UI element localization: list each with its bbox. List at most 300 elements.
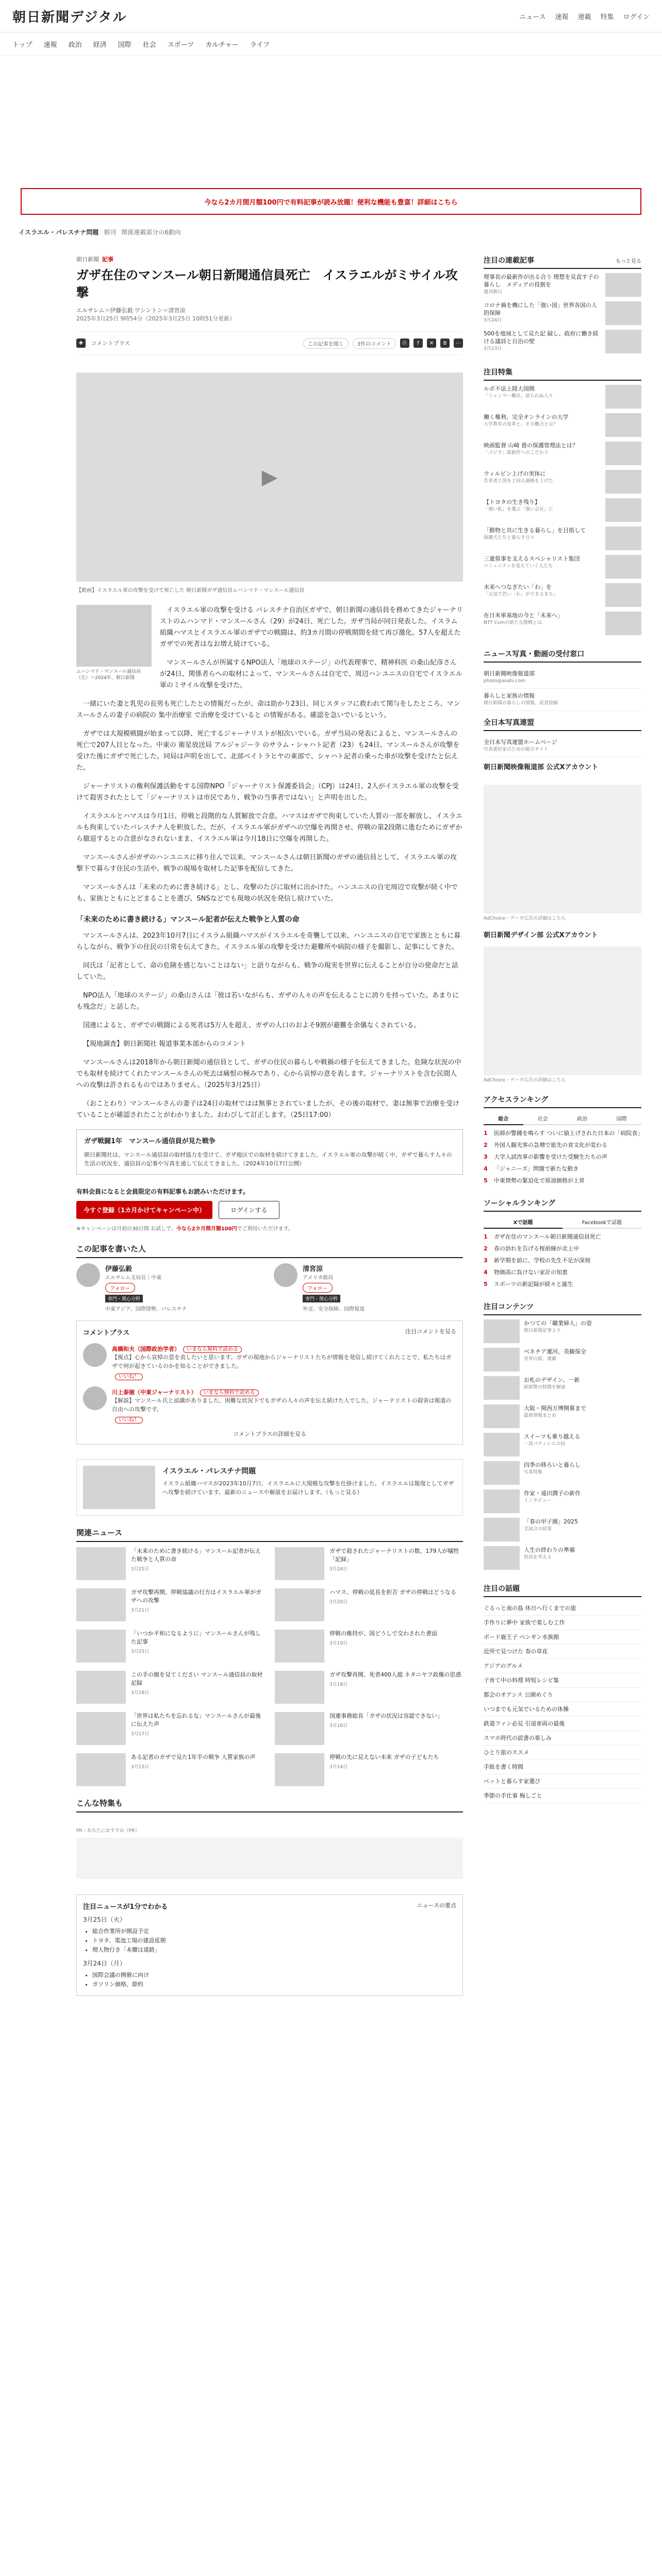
item-thumbnail	[605, 612, 641, 635]
list-item[interactable]	[76, 1712, 264, 1745]
section-nav-item[interactable]: カルチャー	[205, 41, 239, 49]
like-button[interactable]: いいね！	[115, 1417, 143, 1423]
news-title: この手の親を見てください マンスール通信員の取材記録	[131, 1671, 263, 1686]
commenter-name[interactable]: 高橋和夫（国際政治学者）	[112, 1346, 180, 1352]
writer-card	[274, 1263, 463, 1312]
list-item[interactable]: ひとり旅のススメ	[484, 1745, 641, 1760]
list-item[interactable]	[484, 1518, 641, 1541]
rank-title: 春の訪れを告げる桜前線が北上中	[494, 1245, 579, 1252]
news-title: 停戦の先に見えない未来 ガザの子どもたち	[329, 1754, 439, 1760]
news-date: 3月17日	[131, 1732, 150, 1737]
sidebar	[484, 255, 641, 1817]
list-item[interactable]	[275, 1630, 463, 1663]
comment-plus-more[interactable]: 注目コメントを見る	[405, 1328, 456, 1335]
item-meta: 新紙幣の特徴を解説	[524, 1385, 566, 1390]
item-thumbnail	[484, 1433, 520, 1456]
section-nav	[0, 32, 662, 56]
news-digest-date: 3月24日（月）	[83, 1960, 126, 1967]
body-paragraph: 【現地調査】朝日新聞社 報道事業本部からのコメント	[83, 1040, 246, 1048]
body-paragraph: マンスールさんがガザのハンユニスに移り住んで以来、マンスールさんは朝日新聞のガザの通信員として、イスラエル軍の攻撃下で暮らす住民の生活や、戦争の現場を取材した記事を配信してきた。	[76, 854, 457, 873]
section-nav-item[interactable]: 政治	[68, 41, 82, 49]
login-button[interactable]: ログインする	[219, 1201, 279, 1219]
writer-card	[76, 1263, 266, 1312]
list-item[interactable]	[76, 1671, 264, 1704]
item-meta: 全試合の結果	[524, 1527, 552, 1532]
ranking-tabs	[484, 1112, 641, 1125]
x-share-icon[interactable]: ✕	[427, 338, 436, 348]
inline-photo[interactable]	[76, 605, 152, 681]
item-meta: photo@asahi.com	[484, 679, 525, 684]
item-title: 理事長の最新作が出る合う 理想を見直す子の暮らし メディアの役割を	[484, 274, 599, 288]
social-ranking-header	[484, 1198, 641, 1212]
inline-photo-image	[76, 605, 152, 667]
item-thumbnail	[484, 1518, 520, 1541]
body-paragraph: イスラエルとハマスは今月1日、停戦と段階的な人質解放で合意。ハマスはガザで拘束していた人質の一部を解放し、イスラエルも拘束していたパレスチナ人を釈放した。だが、イスラエル軍がガザへの空爆を再開させ、停戦の第2段階に進むためにガザから撤退するとの合意がなされないまま、イスラエル軍は今月18日に空爆を再開した。	[76, 812, 463, 843]
comment-content	[112, 1343, 456, 1380]
item-title: ベネチア運河、美観保全	[524, 1348, 586, 1355]
news-digest-header	[83, 1901, 456, 1911]
list-item[interactable]	[275, 1753, 463, 1786]
comment-plus-label[interactable]: コメントプラス	[91, 340, 130, 347]
news-thumbnail	[275, 1588, 324, 1621]
item-meta: 週刊朝日	[484, 290, 503, 295]
access-ranking-header	[484, 1094, 641, 1108]
list-item[interactable]: ぐるっと南の島 休日へ行くまでの旅	[484, 1601, 641, 1616]
kicker-tag: 記事	[102, 256, 113, 263]
news-digest-box	[76, 1894, 463, 1996]
list-item[interactable]	[76, 1588, 264, 1621]
list-item[interactable]	[275, 1712, 463, 1745]
list-item[interactable]: • 国際会議の開催に向け	[92, 1971, 456, 1980]
item-title: 「春の甲子園」2025	[524, 1518, 578, 1525]
news-title: ある記者のガザで見た1年半の戦争 人質家族の声	[131, 1754, 256, 1760]
news-date: 3月20日	[329, 1600, 348, 1605]
hot-topics	[484, 1583, 641, 1803]
rank-title: スポーツの新記録が続々と誕生	[494, 1281, 573, 1287]
article-toolbar	[76, 331, 463, 355]
news-title: 国連事務総長「ガザの状況は容認できない」	[329, 1713, 443, 1719]
toolbar-right	[303, 338, 463, 349]
news-thumbnail	[76, 1630, 126, 1663]
list-item[interactable]	[484, 1546, 641, 1570]
list-item[interactable]: 手紙を書く時間	[484, 1760, 641, 1774]
body-paragraph: 一緒にいた妻と乳児の長男も死亡したとの情報だったが、命は助かり23日、同じスタッフに救われて関与をしたところ、マンスールさんの妻子の病院の 集中治療室 で治療を受けていると の情報がある。確認を急いでいるという。	[76, 700, 460, 719]
item-meta: NTT Comの新たな挑戦とは	[484, 620, 542, 625]
free-read-badge: いまなら無料で読める	[200, 1389, 259, 1396]
news-title: ハマス、停戦の延長を拒否 ガザの停戦はどうなる	[329, 1589, 456, 1596]
ranking-item[interactable]	[484, 1280, 641, 1288]
list-item[interactable]: 近所で見つけた 春の草花	[484, 1645, 641, 1659]
list-item[interactable]	[484, 442, 641, 465]
writer-badge: 専門・関心分野	[105, 1295, 143, 1302]
news-thumbnail	[275, 1547, 324, 1580]
news-digest-date: 3月25日（火）	[83, 1916, 126, 1923]
list-item[interactable]: • トヨタ、電池工場の建設延期	[92, 1936, 456, 1945]
comment-plus-panel	[76, 1320, 463, 1445]
access-ranking-title: アクセスランキング	[484, 1096, 549, 1104]
news-thumbnail	[275, 1753, 324, 1786]
list-item[interactable]	[484, 301, 641, 325]
body-paragraph: ジャーナリストの権利保護活動をする国際NPO「ジャーナリスト保護委員会」（CPJ）は24日、2人がイスラエル軍の攻撃を受けて殺害されたとして「ジャーナリストは市民であり、戦争の当事者ではない」と声明を出した。	[76, 783, 459, 802]
rank-title: 「ジャニーズ」問題で新たな動き	[494, 1165, 579, 1172]
news-date: 3月24日	[329, 1567, 348, 1572]
ranking-item[interactable]	[484, 1268, 641, 1276]
writers-list	[76, 1263, 463, 1312]
list-item[interactable]: 季節の手仕事 梅しごと	[484, 1789, 641, 1803]
promo-pre: ※キャンペーンは月初の30日間 お試しで、	[76, 1226, 176, 1232]
rank-title: 物価高に負けない家計の知恵	[494, 1269, 568, 1276]
item-meta: 「強い私」を選ぶ「強い会社」に	[484, 507, 554, 512]
list-item[interactable]	[76, 1753, 264, 1786]
article-title: ガザ在住のマンスール朝日新聞通信員死亡 イスラエルがミサイル攻撃	[76, 267, 458, 300]
comment-plus-header	[83, 1327, 456, 1337]
item-title: 大阪・関西万博開幕まで	[524, 1405, 586, 1412]
news-title: ガザ攻撃再開、死者400人超 ネタニヤフ政権の思惑	[329, 1671, 461, 1678]
comment-item[interactable]	[83, 1386, 456, 1423]
item-title: かつての「職業婦人」の姿	[524, 1320, 592, 1327]
body-paragraph: （おことわり）マンスールさんの妻子は24日の取材ではは無事とされていましたが、その後の取材で、妻は無事で治療を受けていることが確認されたことがわかりました。おわびして訂正します。（25日17:00）	[76, 1100, 459, 1119]
social-ranking	[484, 1198, 641, 1288]
news-thumbnail	[76, 1753, 126, 1786]
body-paragraph: マンスールさんが所属するNPO法人「地球のステージ」の代表理事で、精神科医 の桑山紀彦さんが24日、関係者らへの取材によって、マンスールさんは自宅で、周辺ハンユニスの自宅でイスラエル軍のミサイル攻撃を受けた。	[160, 659, 462, 689]
more-link[interactable]: もっと見る	[616, 258, 641, 264]
hero-video[interactable]	[76, 372, 463, 582]
list-item[interactable]: • 理人物行き「本腰は道路」	[92, 1945, 456, 1955]
item-title: 映画監督 山崎 貴の保護管理法とは？	[484, 442, 578, 449]
list-item[interactable]	[275, 1547, 463, 1580]
follow-button[interactable]: フォロー	[303, 1283, 333, 1293]
listen-button[interactable]: この記事を聞く	[303, 338, 349, 349]
item-thumbnail	[605, 470, 641, 494]
item-thumbnail	[484, 1489, 520, 1513]
list-item[interactable]: • 総合作業所が開設予定	[92, 1927, 456, 1936]
list-item[interactable]	[484, 1348, 641, 1371]
topic-box[interactable]	[76, 1459, 463, 1516]
list-item[interactable]	[484, 1376, 641, 1400]
top-nav-item[interactable]: ニュース	[519, 13, 546, 21]
item-thumbnail	[605, 385, 641, 409]
rank-number: 4	[484, 1269, 488, 1276]
comment-text: 【解説】マンスール氏と面識がありました。困難な状況下でもガザの人々の声を伝え続けた人でした。ジャーナリストの殺害は報道の自由への攻撃です。	[112, 1397, 452, 1413]
item-title: 人生の終わりの準備	[524, 1547, 575, 1553]
article-kicker	[76, 255, 463, 263]
list-item[interactable]	[484, 498, 641, 522]
writer-tags: 外交、安全保障、国際報道	[303, 1307, 365, 1312]
photo-desk-title: ニュース写真・動画の受付窓口	[484, 650, 585, 658]
top-nav	[519, 9, 650, 23]
tab-overall[interactable]: 総合	[484, 1112, 523, 1125]
list-item[interactable]: アジアのグルメ	[484, 1659, 641, 1673]
hot-topics-title: 注目の話題	[484, 1585, 520, 1593]
sidebar-ad[interactable]	[484, 785, 641, 913]
item-thumbnail	[605, 330, 641, 353]
body-subhead: 「未来のために書き続ける」マンスール記者が伝えた戦争と人質の命	[76, 916, 300, 924]
news-thumbnail	[76, 1712, 126, 1745]
item-title: スイーツも乗り越える	[524, 1433, 581, 1440]
ranking-item[interactable]	[484, 1245, 641, 1252]
news-digest-list	[92, 1971, 456, 1989]
signup-lead: 有料会員になると会員限定の有料記事もお読みいただけます。	[76, 1188, 250, 1195]
breadcrumb	[19, 228, 181, 236]
body-paragraph: NPO法人「地球のステージ」の桑山さんは「彼は若いながらも、ガザの人々の声を伝えることに誇りを持っていた。あまりにも残念だ」と話した。	[76, 992, 459, 1011]
rank-title: 外国人観光客の急増で旅先の食文化が変わる	[494, 1142, 607, 1148]
more-share-icon[interactable]: ⋯	[454, 338, 463, 348]
news-title: 「世界は私たちを忘れるな」マンスールさんが最後に伝えた声	[131, 1713, 261, 1727]
item-title: 三重県事を支えるスペシャリスト集団	[484, 555, 580, 562]
item-title: ルポ不法上陸大国側	[484, 385, 535, 392]
list-item[interactable]	[484, 583, 641, 607]
featured-content	[484, 1301, 641, 1570]
news-title: 「いつか平和になるように」マンスールさんが残した記事	[131, 1630, 261, 1645]
list-item[interactable]: スマホ時代の読書の楽しみ	[484, 1731, 641, 1745]
list-item[interactable]	[76, 1630, 264, 1663]
item-meta: コミュニティを変えていく人たち	[484, 564, 553, 569]
news-thumbnail	[275, 1630, 324, 1663]
breadcrumb-item[interactable]: 朝刊	[104, 229, 117, 236]
item-thumbnail	[484, 1348, 520, 1371]
ranking-item[interactable]	[484, 1257, 641, 1264]
site-logo[interactable]: 朝日新聞デジタル	[12, 9, 127, 25]
social-tabs	[484, 1216, 641, 1229]
item-title: 働く権利、完全オンラインの大学	[484, 414, 569, 420]
login-link[interactable]: ログイン	[623, 13, 650, 21]
signup-buttons	[76, 1201, 463, 1219]
ranking-item[interactable]	[484, 1165, 641, 1173]
section-nav-item[interactable]: 社会	[142, 41, 156, 49]
subscribe-button[interactable]: 今すぐ登録（1カ月かけてキャンペーン中）	[76, 1201, 212, 1219]
ranking-item[interactable]	[484, 1141, 641, 1149]
related-series-body: 朝日新聞社は、マンスール通信員の取材協力を受けて、ガザ地区での取材を続けてきました。イスラエル軍の攻撃が続く中、ガザで暮らす人々の生活の状況を、通信員の記事や写真を通して伝えてきました。（2024年10月7日公開）	[84, 1151, 452, 1167]
topic-image	[83, 1466, 155, 1509]
top-nav-item[interactable]: 速報	[555, 13, 569, 21]
topic-desc: イスラム組織ハマスが2023年10月7日、イスラエルに大規模な攻撃を仕掛けました。イスラエルは報復としてガザへ攻撃を続けています。最新のニュースや解説をお届けします。（もっと見る）	[162, 1480, 454, 1496]
list-item[interactable]	[484, 385, 641, 409]
ad-slot[interactable]	[76, 1838, 463, 1879]
sidebar-picks-header	[484, 255, 641, 269]
news-digest-more[interactable]: ニュースの要点	[417, 1902, 456, 1909]
writer-tags: 中東アジア、国際情勢、パレスチナ	[105, 1307, 187, 1312]
writer-name[interactable]: 清宮涼	[303, 1265, 323, 1273]
list-item[interactable]	[484, 527, 641, 550]
list-item[interactable]	[484, 555, 641, 579]
list-item[interactable]	[76, 1547, 264, 1580]
top-nav-item[interactable]: 連載	[577, 13, 591, 21]
avatar[interactable]	[76, 1263, 100, 1287]
ranking-item[interactable]	[484, 1177, 641, 1184]
section-nav-item[interactable]: スポーツ	[167, 41, 194, 49]
list-item[interactable]	[275, 1671, 463, 1704]
hot-topics-header	[484, 1583, 641, 1597]
item-meta: 「元気で若い「わ」ができるまち」	[484, 592, 558, 597]
comment-plus-title: コメントプラス	[83, 1329, 130, 1337]
commenter-name[interactable]: 川上泰徳（中東ジャーナリスト）	[112, 1389, 197, 1396]
rank-number: 4	[484, 1165, 488, 1172]
list-item[interactable]	[484, 273, 641, 297]
item-thumbnail	[605, 583, 641, 607]
writer-badge: 専門・関心分野	[303, 1295, 340, 1302]
item-meta: 「ゴジラ」最新作へのこだわり	[484, 450, 549, 455]
list-item[interactable]	[484, 330, 641, 353]
related-series-box[interactable]	[76, 1129, 463, 1175]
rank-title: 新学期を前に、学校の先生不足が深刻	[494, 1257, 590, 1264]
list-item[interactable]	[484, 1489, 641, 1513]
item-meta: 世界の旅、連載	[524, 1357, 557, 1362]
featured-content-title: 注目コンテンツ	[484, 1303, 534, 1311]
rank-title: 大学入試改革の影響を受けた受験生たちの声	[494, 1154, 607, 1160]
tab-society[interactable]: 社会	[523, 1112, 563, 1125]
avatar[interactable]	[274, 1263, 297, 1287]
news-date: 3月15日	[131, 1765, 150, 1770]
item-title: 作家・遠田潤子の新作	[524, 1490, 581, 1497]
list-item[interactable]	[484, 667, 641, 689]
list-item[interactable]: 手作りに夢中 家族で楽しむ工作	[484, 1616, 641, 1630]
body-paragraph: マンスールさんは、2023年10月7日にイスラム組織ハマスがイスラエルを奇襲して以来、ハンユニスの自宅で家族とともに暮らしながら、戦争下の住民の日常を伝えてきた。イスラエル軍の攻撃を受けた避難所や病院の様子を撮影し、記事にしてきた。	[76, 932, 461, 951]
promo-note	[76, 1224, 463, 1232]
author-line[interactable]: エルサレム＝伊藤弘毅 ワシントン＝清宮涼	[76, 307, 186, 314]
campaign-banner[interactable]: 今なら2カ月間月額100円で有料記事が読み放題！便利な機能も豊富！詳細はこちら	[21, 188, 641, 215]
item-title: 四季の移ろいと暮らし	[524, 1462, 581, 1468]
ranking-item[interactable]	[484, 1153, 641, 1161]
ranking-item[interactable]	[484, 1129, 641, 1137]
section-nav-item[interactable]: ライフ	[250, 41, 270, 49]
reader-count-button[interactable]: 3件のコメント	[353, 338, 396, 349]
breadcrumb-item[interactable]: 関係連載部分の6動向	[121, 229, 181, 236]
rank-number: 1	[484, 1233, 488, 1240]
facebook-icon[interactable]: f	[413, 338, 423, 348]
item-meta: 朝日新聞の暮らしの情報、読者投稿	[484, 701, 558, 706]
item-title: 未来へつなぎたい「わ」を	[484, 584, 552, 590]
sidebar-ad[interactable]	[484, 946, 641, 1075]
writer-name[interactable]: 伊藤弘毅	[105, 1265, 133, 1273]
list-item[interactable]	[484, 1404, 641, 1428]
news-date: 3月25日	[131, 1649, 150, 1654]
rank-number: 2	[484, 1142, 488, 1148]
breadcrumb-category[interactable]: イスラエル・パレスチナ問題	[19, 229, 99, 236]
list-item[interactable]	[484, 689, 641, 711]
related-news-grid	[76, 1547, 463, 1786]
like-button[interactable]: いいね！	[115, 1374, 143, 1380]
photo-union-header	[484, 717, 641, 731]
item-thumbnail	[605, 413, 641, 437]
publish-date: 2025年3月25日 9時54分（2025年3月25日 10時51分更新）	[76, 315, 235, 322]
ranking-item[interactable]	[484, 1233, 641, 1241]
article-main	[76, 255, 463, 1996]
ad-label: PR・あなたにおすすめ（PR）	[76, 1828, 140, 1834]
list-item[interactable]	[484, 1433, 641, 1456]
sidebar-features-header	[484, 367, 641, 381]
item-meta: 大学教育の変革と、その難点とは？	[484, 422, 558, 427]
item-thumbnail	[605, 442, 641, 465]
writer-role: エルサレム支局長｜中東	[105, 1275, 162, 1281]
sidebar-ad-caption[interactable]: AdChoice・データ広告の詳細はこちら	[484, 1078, 566, 1083]
item-thumbnail	[605, 527, 641, 550]
list-item[interactable]	[484, 1319, 641, 1343]
section-nav-item[interactable]: 経済	[93, 41, 107, 49]
list-item[interactable]: 鉄道ファン必見 引退車両の最後	[484, 1717, 641, 1731]
sidebar-picks	[484, 255, 641, 353]
section-nav-item[interactable]: 国際	[118, 41, 131, 49]
comment-content	[112, 1386, 456, 1423]
photo-desk-x-link[interactable]: 朝日新聞映像報道部 公式Xアカウント	[484, 764, 599, 771]
list-item[interactable]	[484, 612, 641, 635]
bookmark-icon[interactable]: ⎘	[400, 338, 409, 348]
top-nav-item[interactable]: 特集	[600, 13, 614, 21]
free-read-badge: いまなら無料で読める	[183, 1346, 242, 1353]
item-title: 暮らしと家族の情報	[484, 692, 535, 699]
kicker-label: 朝日新聞	[76, 256, 99, 263]
item-meta: 3月24日	[484, 318, 502, 323]
item-title: 「動物と共に生きる暮らし」を目指して	[484, 527, 586, 534]
comment-plus-footer[interactable]: コメントプラスの詳細を見る	[233, 1431, 307, 1437]
topic-title: イスラエル・パレスチナ問題	[162, 1467, 256, 1476]
news-date: 3月14日	[329, 1765, 348, 1770]
rank-number: 2	[484, 1245, 488, 1252]
list-item[interactable]	[484, 470, 641, 494]
news-digest-list	[92, 1927, 456, 1955]
hatena-icon[interactable]: B	[440, 338, 450, 348]
list-item[interactable]	[484, 735, 641, 757]
follow-button[interactable]: フォロー	[105, 1283, 135, 1293]
news-title: ガザで殺されたジャーナリストの数、179人が犠牲「記録」	[329, 1548, 459, 1563]
comment-item[interactable]	[83, 1343, 456, 1380]
item-thumbnail	[605, 273, 641, 297]
item-title: コロナ禍を機にした「強い国」世界各国の人的保障	[484, 302, 597, 316]
list-item[interactable]: ペットと暮らす家選び	[484, 1774, 641, 1789]
play-icon: ▶	[261, 465, 278, 489]
list-item[interactable]: 子育て中の料理 時短レシピ集	[484, 1673, 641, 1688]
tab-facebook[interactable]: Facebookで話題	[562, 1216, 641, 1229]
news-date: 3月18日	[131, 1690, 150, 1696]
item-title: 在日米軍基地の今と「未来へ」	[484, 612, 563, 619]
tab-international[interactable]: 国際	[602, 1112, 642, 1125]
item-thumbnail	[605, 498, 641, 522]
sidebar-ad-caption[interactable]: AdChoice・データ広告の詳細はこちら	[484, 916, 566, 921]
news-date: 3月21日	[131, 1608, 150, 1613]
list-item[interactable]: いつまでも元気でいるための体操	[484, 1702, 641, 1717]
section-nav-item[interactable]: 速報	[43, 41, 57, 49]
section-nav-item[interactable]: トップ	[12, 41, 32, 49]
news-thumbnail	[76, 1588, 126, 1621]
news-date: 3月18日	[329, 1682, 348, 1687]
tab-politics[interactable]: 政治	[562, 1112, 602, 1125]
list-item[interactable]	[484, 1461, 641, 1485]
list-item[interactable]	[275, 1588, 463, 1621]
tab-x[interactable]: Xで話題	[484, 1216, 562, 1229]
sidebar-picks-title: 注目の連載記事	[484, 257, 534, 265]
promo-post: でご利用いただけます。	[237, 1226, 293, 1232]
design-x-link[interactable]: 朝日新聞デザイン部 公式Xアカウント	[484, 931, 598, 939]
item-meta: 一流パティシエの技	[524, 1442, 566, 1447]
avatar	[83, 1386, 107, 1410]
rank-title: 中東情勢の緊迫化で原油価格が上昇	[494, 1177, 585, 1184]
item-title: 【トヨタの生き残り】	[484, 499, 540, 505]
writer-info	[303, 1263, 365, 1312]
news-thumbnail	[76, 1547, 126, 1580]
related-news-title: 関連ニュース	[76, 1527, 463, 1542]
list-item[interactable]: 都会のオアシス 公園めぐり	[484, 1688, 641, 1702]
item-title: 朝日新聞映像報道部	[484, 670, 535, 677]
body-paragraph: イスラエル軍の攻撃を受ける パレスチナ自治区ガザで、朝日新聞の通信員を務めてきたジャーナリストのムハンマド・マンスールさん（29）が24日、死亡した。ガザ当局が同日発表した。イスラム組織ハマスとイスラエル軍のガザでの戦闘は、約3カ月間の停戦期間を経て再び激化。57人を超えたガザでの死者はなお増え続けている。	[160, 606, 463, 648]
item-meta: 若者者と国を上回る価格を上げた	[484, 479, 554, 484]
list-item[interactable]: ボード鹿王子 ペンギン水族館	[484, 1630, 641, 1645]
list-item[interactable]: • ガソリン価格、節約	[92, 1980, 456, 1989]
item-thumbnail	[605, 301, 641, 325]
news-date: 3月25日	[131, 1567, 150, 1572]
list-item[interactable]	[484, 413, 641, 437]
news-title: 停戦の維持が、国どうしで交わされた書面	[329, 1630, 437, 1637]
item-title: 500を地域として見た記 録し、政府に働き続ける議員と自治の壁	[484, 330, 599, 345]
rank-number: 3	[484, 1257, 488, 1264]
